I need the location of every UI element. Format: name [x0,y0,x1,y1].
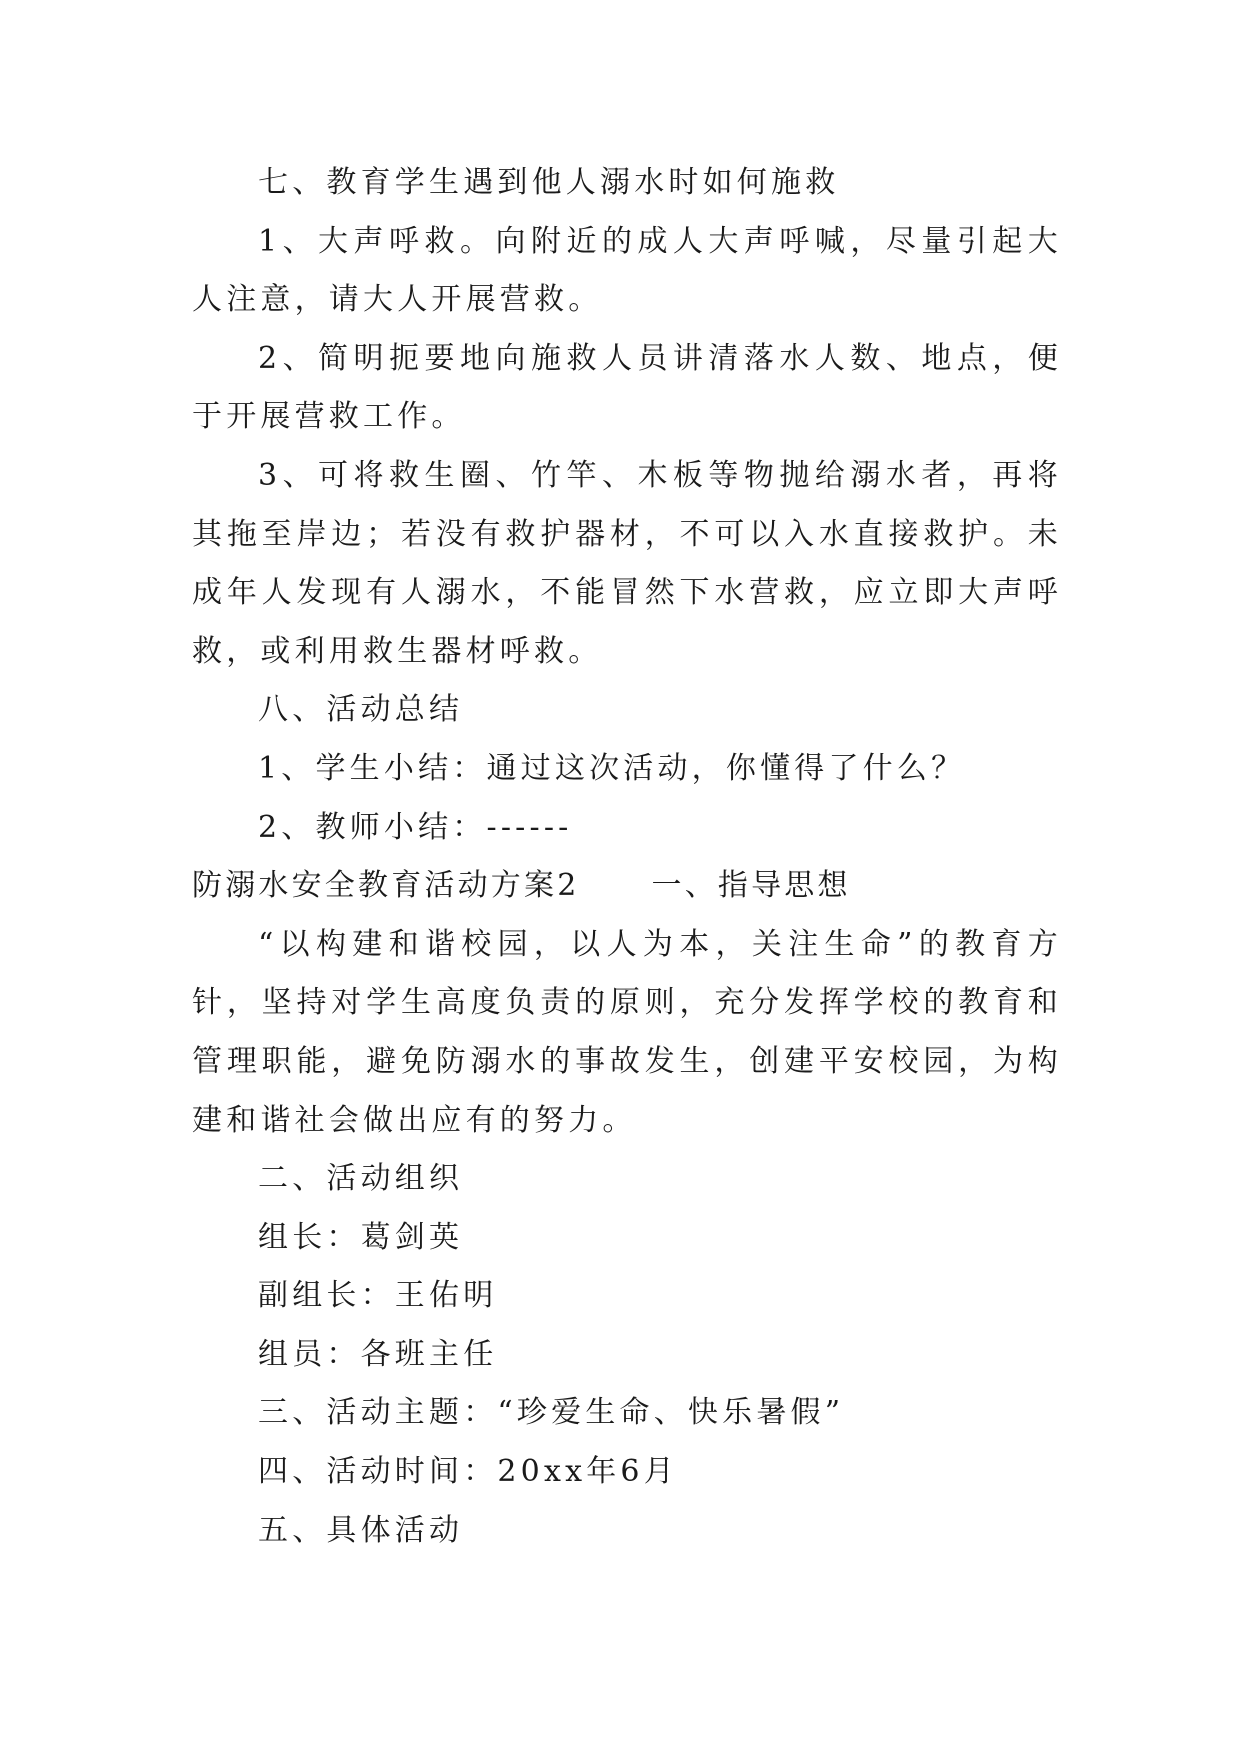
paragraph-throw-float: 3、可将救生圈、竹竿、木板等物抛给溺水者，再将其拖至岸边；若没有救护器材，不可以入水直接救护。未成年人发现有人溺水，不能冒然下水营救，应立即大声呼救，或利用救生器材呼救。 [192,457,1062,669]
plan-title: 防溺水安全教育活动方案2 [192,868,580,904]
line-activity-time: 四、活动时间：20xx年6月 [258,1454,678,1490]
line-group-leader: 组长：葛剑英 [258,1219,464,1255]
heading-rescue-others: 七、教育学生遇到他人溺水时如何施救 [258,165,840,200]
paragraph-guiding-principle: “以构建和谐校园，以人为本，关注生命”的教育方针，坚持对学生高度负责的原则，充分发挥学校的教育和管理职能，避免防溺水的事故发生，创建平安校园，为构建和谐社会做出应有的努力。 [192,926,1062,1138]
heading-specific-activities: 五、具体活动 [258,1512,464,1548]
paragraph-teacher-summary: 2、教师小结：------ [258,809,573,845]
document-page [192,154,1062,1560]
line-deputy-leader: 副组长：王佑明 [258,1278,498,1314]
line-activity-theme: 三、活动主题：“珍爱生命、快乐暑假” [258,1395,845,1431]
heading-activity-organization: 二、活动组织 [258,1161,464,1197]
paragraph-call-for-help: 1、大声呼救。向附近的成人大声呼喊，尽量引起大人注意，请大人开展营救。 [192,223,1062,318]
plan-title-line [192,857,1062,916]
paragraph-report-details: 2、简明扼要地向施救人员讲清落水人数、地点，便于开展营救工作。 [192,340,1062,435]
heading-activity-summary: 八、活动总结 [258,692,464,728]
heading-guiding-ideology: 一、指导思想 [651,868,851,904]
paragraph-student-summary: 1、学生小结：通过这次活动，你懂得了什么？ [258,750,966,786]
line-members: 组员：各班主任 [258,1336,498,1372]
